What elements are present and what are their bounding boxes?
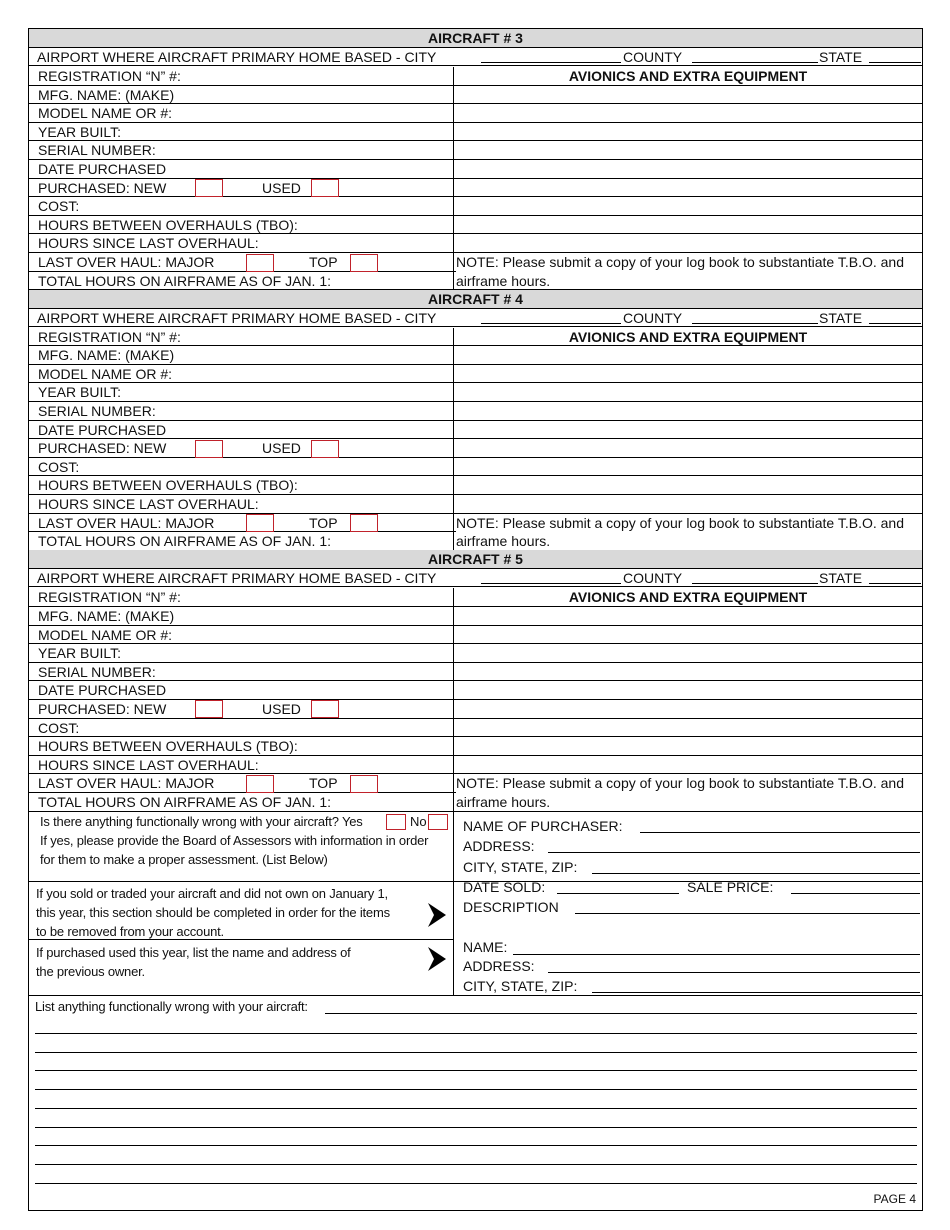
row-label: REGISTRATION “N” #: (38, 589, 181, 606)
row-label: DATE PURCHASED (38, 161, 167, 177)
row-label: PURCHASED: NEW (38, 700, 167, 717)
used-label: USED (262, 440, 301, 457)
county-field[interactable] (692, 62, 818, 63)
purchaser-address-field[interactable] (548, 852, 920, 853)
overhaul-top-checkbox[interactable] (350, 775, 378, 793)
airport-row (29, 48, 922, 66)
row-label: HOURS BETWEEN OVERHAULS (TBO): (38, 738, 298, 755)
county-field[interactable] (692, 583, 818, 584)
row-label: REGISTRATION “N” #: (38, 328, 181, 345)
description-field[interactable] (575, 913, 920, 914)
form-row (29, 216, 922, 235)
previous-owner-city-label: CITY, STATE, ZIP: (463, 978, 578, 994)
description-label: DESCRIPTION (463, 899, 559, 915)
form-row (29, 234, 922, 253)
form-frame (28, 28, 923, 1211)
row-label: DATE PURCHASED (38, 682, 167, 699)
form-row (29, 644, 922, 663)
aircraft-title: AIRCRAFT # 4 (29, 290, 922, 309)
purchased-used-checkbox[interactable] (311, 700, 339, 718)
form-row (29, 197, 922, 216)
functional-no-checkbox[interactable] (428, 814, 448, 830)
avionics-heading: AVIONICS AND EXTRA EQUIPMENT (568, 328, 808, 345)
row-label: MODEL NAME OR #: (38, 626, 173, 643)
form-row (29, 476, 922, 495)
aircraft-block (29, 29, 922, 290)
row-label: TOTAL HOURS ON AIRFRAME AS OF JAN. 1: (38, 533, 332, 550)
previous-owner-city-field[interactable] (592, 992, 920, 993)
row-label: DATE PURCHASED (38, 421, 167, 438)
purchased-new-checkbox[interactable] (195, 179, 223, 197)
county-field[interactable] (692, 323, 818, 324)
arrow-right-icon (427, 902, 447, 928)
row-label: SERIAL NUMBER: (38, 663, 156, 680)
previous-owner-address-label: ADDRESS: (463, 958, 535, 974)
previous-owner-address-field[interactable] (548, 972, 920, 973)
row-label: PURCHASED: NEW (38, 440, 167, 457)
functional-line3: for them to make a proper assessment. (List Below) (40, 852, 328, 867)
top-label: TOP (309, 775, 338, 792)
row-label: MODEL NAME OR #: (38, 105, 173, 122)
avionics-heading: AVIONICS AND EXTRA EQUIPMENT (568, 589, 808, 606)
previous-owner-line2: the previous owner. (36, 964, 145, 979)
row-label: HOURS BETWEEN OVERHAULS (TBO): (38, 477, 298, 494)
county-label: COUNTY (623, 309, 683, 326)
row-label: COST: (38, 719, 80, 736)
airport-row (29, 309, 922, 327)
row-label: PURCHASED: NEW (38, 179, 167, 196)
city-field[interactable] (481, 323, 621, 324)
list-line[interactable] (35, 1183, 917, 1184)
used-label: USED (262, 700, 301, 717)
list-line[interactable] (35, 1052, 917, 1053)
form-row (29, 365, 922, 384)
date-sold-label: DATE SOLD: (463, 879, 546, 895)
form-row (29, 663, 922, 682)
state-field[interactable] (869, 62, 921, 63)
county-label: COUNTY (623, 570, 683, 587)
aircraft-title: AIRCRAFT # 5 (29, 550, 922, 569)
list-label: List anything functionally wrong with your aircraft: (35, 999, 308, 1014)
row-label: COST: (38, 198, 80, 215)
aircraft-block (29, 290, 922, 551)
sale-price-label: SALE PRICE: (687, 879, 774, 895)
logbook-note: NOTE: Please submit a copy of your log book to substantiate T.B.O. and airframe hours. (456, 774, 922, 810)
form-row (29, 458, 922, 477)
state-label: STATE (819, 309, 863, 326)
form-row (29, 737, 922, 756)
row-label: YEAR BUILT: (38, 645, 121, 662)
top-label: TOP (309, 514, 338, 531)
purchaser-name-label: NAME OF PURCHASER: (463, 818, 623, 834)
list-line[interactable] (35, 1089, 917, 1090)
list-line[interactable] (35, 1108, 917, 1109)
aircraft-title: AIRCRAFT # 3 (29, 29, 922, 48)
form-row (29, 681, 922, 700)
state-label: STATE (819, 570, 863, 587)
city-field[interactable] (481, 583, 621, 584)
row-label: HOURS SINCE LAST OVERHAUL: (38, 756, 259, 773)
row-label: SERIAL NUMBER: (38, 403, 156, 420)
date-sold-field[interactable] (557, 893, 679, 894)
overhaul-major-checkbox[interactable] (246, 775, 274, 793)
form-row (29, 402, 922, 421)
row-label: HOURS SINCE LAST OVERHAUL: (38, 496, 259, 513)
sold-line3: to be removed from your account. (36, 924, 224, 939)
previous-owner-name-field[interactable] (513, 954, 920, 955)
form-row (29, 607, 922, 626)
overhaul-major-checkbox[interactable] (246, 514, 274, 532)
airport-city-label: AIRPORT WHERE AIRCRAFT PRIMARY HOME BASED - CITY (37, 49, 437, 65)
form-row (29, 700, 922, 719)
column-divider (453, 67, 454, 290)
purchased-used-checkbox[interactable] (311, 179, 339, 197)
used-label: USED (262, 179, 301, 196)
functional-yes-checkbox[interactable] (386, 814, 406, 830)
overhaul-major-checkbox[interactable] (246, 254, 274, 272)
column-divider (453, 588, 454, 811)
overhaul-top-checkbox[interactable] (350, 254, 378, 272)
purchaser-city-field[interactable] (592, 873, 920, 874)
row-label: YEAR BUILT: (38, 384, 121, 401)
purchaser-name-field[interactable] (640, 832, 920, 833)
sale-price-field[interactable] (791, 893, 920, 894)
top-label: TOP (309, 254, 338, 270)
list-line[interactable] (35, 1145, 917, 1146)
list-line[interactable] (35, 1070, 917, 1071)
lower-divider (453, 810, 454, 996)
purchased-new-checkbox[interactable] (195, 440, 223, 458)
airport-city-label: AIRPORT WHERE AIRCRAFT PRIMARY HOME BASED - CITY (37, 570, 437, 587)
purchaser-address-label: ADDRESS: (463, 838, 535, 854)
row-label: LAST OVER HAUL: MAJOR (38, 514, 215, 531)
airport-city-label: AIRPORT WHERE AIRCRAFT PRIMARY HOME BASED - CITY (37, 309, 437, 326)
form-row (29, 495, 922, 514)
state-field[interactable] (869, 583, 921, 584)
city-field[interactable] (481, 62, 621, 63)
form-row (29, 756, 922, 775)
purchased-new-checkbox[interactable] (195, 700, 223, 718)
logbook-note: NOTE: Please submit a copy of your log book to substantiate T.B.O. and airframe hours. (456, 514, 922, 550)
form-row (29, 141, 922, 160)
list-line-first[interactable] (325, 1013, 917, 1014)
sold-line1: If you sold or traded your aircraft and did not own on January 1, (36, 886, 388, 901)
column-divider (453, 328, 454, 551)
purchased-used-checkbox[interactable] (311, 440, 339, 458)
previous-owner-name-label: NAME: (463, 939, 508, 955)
functional-line2: If yes, please provide the Board of Assessors with information in order (40, 833, 429, 848)
functional-question: Is there anything functionally wrong with your aircraft? Yes (40, 814, 363, 829)
form-row (29, 346, 922, 365)
sold-section (29, 882, 454, 940)
list-line[interactable] (35, 1033, 917, 1034)
row-label: REGISTRATION “N” #: (38, 68, 181, 84)
arrow-right-icon (427, 946, 447, 972)
list-line[interactable] (35, 1164, 917, 1165)
county-label: COUNTY (623, 49, 683, 65)
state-field[interactable] (869, 323, 921, 324)
row-label: HOURS SINCE LAST OVERHAUL: (38, 235, 259, 252)
form-row (29, 86, 922, 105)
list-line[interactable] (35, 1127, 917, 1128)
form-row (29, 179, 922, 198)
row-label: MFG. NAME: (MAKE) (38, 607, 175, 624)
row-label: SERIAL NUMBER: (38, 142, 156, 159)
row-label: TOTAL HOURS ON AIRFRAME AS OF JAN. 1: (38, 272, 332, 289)
avionics-heading: AVIONICS AND EXTRA EQUIPMENT (568, 68, 808, 84)
airport-row (29, 569, 922, 587)
row-label: HOURS BETWEEN OVERHAULS (TBO): (38, 216, 298, 233)
form-row (29, 719, 922, 738)
form-row (29, 160, 922, 179)
aircraft-block (29, 550, 922, 811)
previous-owner-line1: If purchased used this year, list the name and address of (36, 945, 351, 960)
row-label: YEAR BUILT: (38, 123, 121, 140)
row-label: MFG. NAME: (MAKE) (38, 347, 175, 364)
state-label: STATE (819, 49, 863, 65)
form-row (29, 383, 922, 402)
row-label: LAST OVER HAUL: MAJOR (38, 775, 215, 792)
form-row (29, 439, 922, 458)
form-row (29, 104, 922, 123)
row-label: MODEL NAME OR #: (38, 365, 173, 382)
functional-no-label: No (410, 814, 427, 829)
row-label: MFG. NAME: (MAKE) (38, 86, 175, 103)
overhaul-top-checkbox[interactable] (350, 514, 378, 532)
form-row (29, 626, 922, 645)
row-label: TOTAL HOURS ON AIRFRAME AS OF JAN. 1: (38, 793, 332, 810)
purchaser-city-label: CITY, STATE, ZIP: (463, 859, 578, 875)
row-label: LAST OVER HAUL: MAJOR (38, 254, 215, 270)
form-row (29, 421, 922, 440)
form-row (29, 123, 922, 142)
sold-line2: this year, this section should be completed in order for the items (36, 905, 390, 920)
row-label: COST: (38, 458, 80, 475)
page-number: PAGE 4 (873, 1192, 916, 1206)
logbook-note: NOTE: Please submit a copy of your log book to substantiate T.B.O. and airframe hours. (456, 253, 922, 289)
